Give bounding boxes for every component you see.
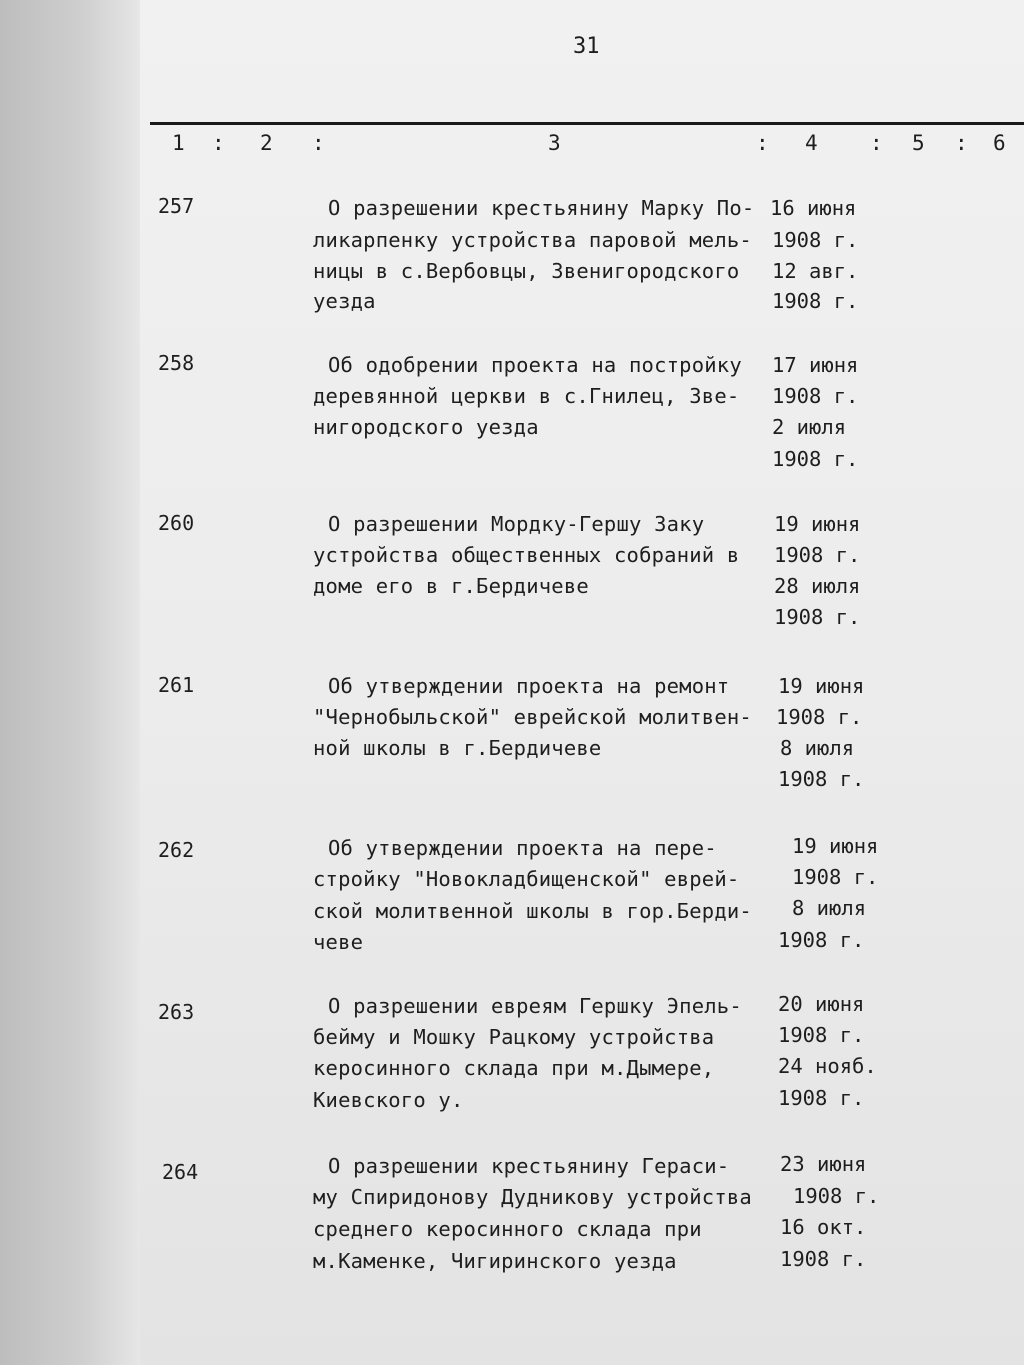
entry-description-line: устройства общественных собраний в	[313, 543, 740, 567]
entry-number: 261	[158, 673, 195, 697]
entry-date-line: 19 июня	[778, 674, 865, 698]
entry-date-line: 2 июля	[772, 415, 847, 439]
entry-date-line: 19 июня	[792, 834, 879, 858]
entry-date-line: 20 июня	[778, 992, 865, 1016]
entry-description-line: ликарпенку устройства паровой мель-	[313, 228, 752, 252]
column-header-2: 2	[260, 131, 273, 155]
entry-description-line: керосинного склада при м.Дымере,	[313, 1056, 715, 1080]
column-separator: :	[870, 131, 883, 155]
entry-date-line: 1908 г.	[776, 705, 863, 729]
column-separator: :	[312, 131, 325, 155]
entry-description-line: Киевского у.	[313, 1088, 464, 1112]
entry-date-line: 1908 г.	[793, 1184, 880, 1208]
entry-description-line: ницы в с.Вербовцы, Звенигородского	[313, 259, 740, 283]
entry-description-line: чеве	[313, 930, 364, 954]
entry-date-line: 16 окт.	[780, 1215, 867, 1239]
entry-description-line: нигородского уезда	[313, 415, 539, 439]
entry-date-line: 16 июня	[770, 196, 857, 220]
entry-description-line: стройку "Новокладбищенской" еврей-	[313, 867, 740, 891]
entry-date-line: 1908 г.	[772, 384, 859, 408]
entry-description-line: ской молитвенной школы в гор.Берди-	[313, 899, 752, 923]
column-separator: :	[212, 131, 225, 155]
column-separator: :	[756, 131, 769, 155]
entry-date-line: 1908 г.	[772, 228, 859, 252]
entry-description-line: му Спиридонову Дудникову устройства	[313, 1185, 752, 1209]
entry-date-line: 1908 г.	[778, 1086, 865, 1110]
entry-description-line: Об одобрении проекта на постройку	[328, 353, 742, 377]
header-rule	[150, 122, 1024, 125]
entry-description-line: О разрешении крестьянину Марку По-	[328, 196, 755, 220]
entry-description-line: "Чернобыльской" еврейской молитвен-	[313, 705, 752, 729]
entry-description-line: О разрешении крестьянину Гераси-	[328, 1154, 730, 1178]
entry-description-line: уезда	[313, 289, 376, 313]
entry-description-line: ной школы в г.Бердичеве	[313, 736, 602, 760]
entry-date-line: 1908 г.	[780, 1247, 867, 1271]
entry-date-line: 1908 г.	[778, 928, 865, 952]
entry-number: 263	[158, 1000, 195, 1024]
column-header-1: 1	[172, 131, 185, 155]
entry-number: 258	[158, 351, 195, 375]
entry-date-line: 1908 г.	[774, 605, 861, 629]
entry-date-line: 1908 г.	[772, 447, 859, 471]
page-number: 31	[573, 34, 600, 59]
entry-number: 257	[158, 194, 195, 218]
entry-description-line: деревянной церкви в с.Гнилец, Зве-	[313, 384, 740, 408]
entry-date-line: 24 нояб.	[778, 1054, 877, 1078]
entry-date-line: 1908 г.	[778, 767, 865, 791]
entry-description-line: О разрешении Мордку-Гершу Заку	[328, 512, 705, 536]
column-header-6: 6	[993, 131, 1006, 155]
column-header-3: 3	[548, 131, 561, 155]
entry-description-line: О разрешении евреям Гершку Эпель-	[328, 994, 742, 1018]
entry-date-line: 28 июля	[774, 574, 861, 598]
entry-description-line: доме его в г.Бердичеве	[313, 574, 589, 598]
entry-description-line: Об утверждении проекта на ремонт	[328, 674, 730, 698]
entry-date-line: 1908 г.	[774, 543, 861, 567]
entry-description-line: среднего керосинного склада при	[313, 1217, 702, 1241]
entry-number: 260	[158, 511, 195, 535]
previous-page-edge	[0, 0, 150, 1365]
entry-date-line: 1908 г.	[772, 289, 859, 313]
entry-description-line: м.Каменке, Чигиринского уезда	[313, 1249, 677, 1273]
entry-date-line: 1908 г.	[792, 865, 879, 889]
entry-date-line: 17 июня	[772, 353, 859, 377]
entry-number: 264	[162, 1160, 199, 1184]
column-header-4: 4	[805, 131, 818, 155]
entry-date-line: 23 июня	[780, 1152, 867, 1176]
entry-date-line: 8 июля	[780, 736, 855, 760]
column-separator: :	[955, 131, 968, 155]
entry-date-line: 12 авг.	[772, 259, 859, 283]
entry-number: 262	[158, 838, 195, 862]
entry-description-line: Об утверждении проекта на пере-	[328, 836, 717, 860]
entry-date-line: 8 июля	[792, 896, 867, 920]
entry-date-line: 19 июня	[774, 512, 861, 536]
entry-date-line: 1908 г.	[778, 1023, 865, 1047]
column-header-5: 5	[912, 131, 925, 155]
entry-description-line: бейму и Мошку Рацкому устройства	[313, 1025, 715, 1049]
